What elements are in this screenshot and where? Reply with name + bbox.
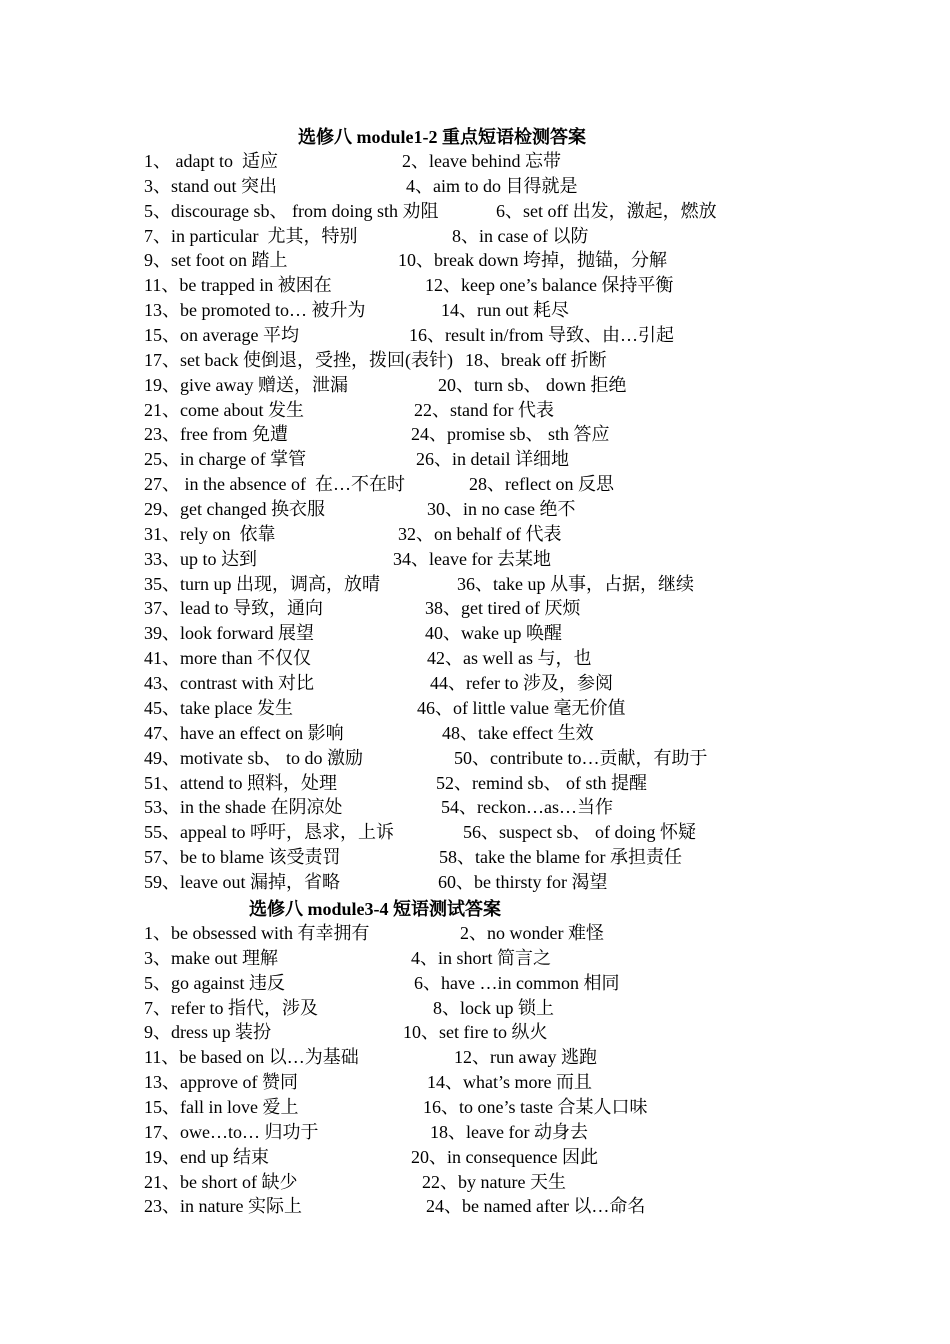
phrase-item-right: 20、turn sb、 down 拒绝 [438,374,627,395]
phrase-item-left: 33、up to 达到 [144,548,258,569]
phrase-item-right: 52、remind sb、 of sth 提醒 [436,772,647,793]
section2-title: 选修八 module3-4 短语测试答案 [249,899,501,919]
phrase-item-left: 25、in charge of 掌管 [144,449,307,470]
phrase-row [144,273,784,298]
phrase-row [144,398,784,423]
phrase-item-right: 46、of little value 毫无价值 [417,697,626,718]
phrase-item-right: 56、suspect sb、 of doing 怀疑 [463,822,696,843]
phrase-item-right: 60、be thirsty for 渴望 [438,871,608,892]
phrase-item-left: 19、end up 结束 [144,1146,269,1167]
phrase-item-right: 10、break down 垮掉，抛锚，分解 [398,250,667,271]
phrase-row [144,1095,784,1120]
phrase-item-left: 37、lead to 导致，通向 [144,598,323,619]
phrase-item-right: 42、as well as 与，也 [427,648,592,669]
phrase-item-left: 1、be obsessed with 有幸拥有 [144,923,370,943]
phrase-row [144,845,784,870]
phrase-item-left: 35、turn up 出现，调高，放晴 [144,573,380,594]
phrase-item-right: 24、be named after 以…命名 [426,1196,646,1217]
phrase-row [144,596,784,621]
phrase-item-right: 58、take the blame for 承担责任 [439,847,682,868]
phrase-item-left: 9、dress up 装扮 [144,1022,271,1043]
phrase-row [144,547,784,572]
phrase-item-left: 13、approve of 赞同 [144,1072,298,1093]
phrase-item-left: 47、have an effect on 影响 [144,722,344,743]
phrase-row [144,199,784,224]
phrase-item-left: 59、leave out 漏掉，省略 [144,871,340,892]
phrase-item-right: 4、aim to do 目得就是 [406,175,578,196]
phrase-item-right: 14、what’s more 而且 [427,1072,592,1093]
phrase-item-right: 22、stand for 代表 [414,399,554,420]
phrase-item-left: 17、set back 使倒退，受挫，拨回(表针) [144,349,453,370]
phrase-item-right: 4、in short 简言之 [411,947,552,968]
phrase-row [144,1170,784,1195]
phrase-item-left: 3、stand out 突出 [144,175,277,196]
phrase-row [144,522,784,547]
phrase-item-left: 13、be promoted to… 被升为 [144,300,366,321]
phrase-row [144,348,784,373]
phrase-row [144,572,784,597]
phrase-item-right: 44、refer to 涉及，参阅 [430,673,613,694]
phrase-item-left: 57、be to blame 该受责罚 [144,847,341,868]
phrase-item-left: 1、 adapt to 适应 [144,151,278,171]
phrase-item-right: 12、keep one’s balance 保持平衡 [425,275,674,296]
phrase-item-left: 21、come about 发生 [144,399,304,420]
phrase-item-right: 32、on behalf of 代表 [398,523,562,544]
phrase-item-right: 36、take up 从事，占据，继续 [457,573,694,594]
phrase-row [144,746,784,771]
phrase-item-right: 28、reflect on 反思 [469,474,614,495]
phrase-item-right: 30、in no case 绝不 [427,499,576,520]
phrase-row [144,1070,784,1095]
phrase-item-right: 8、in case of 以防 [452,225,589,246]
phrase-row [144,820,784,845]
phrase-row [144,996,784,1021]
phrase-item-right: 8、lock up 锁上 [433,997,554,1018]
phrase-item-right: 34、leave for 去某地 [393,548,551,569]
phrase-row [144,671,784,696]
phrase-item-right: 26、in detail 详细地 [416,449,569,470]
phrase-row [144,472,784,497]
phrase-row [144,497,784,522]
phrase-row [144,870,784,895]
phrase-item-right: 48、take effect 生效 [442,722,594,743]
phrase-item-left: 5、discourage sb、 from doing sth 劝阻 [144,200,439,221]
phrase-item-left: 7、refer to 指代，涉及 [144,997,318,1018]
phrase-item-right: 10、set fire to 纵火 [403,1022,548,1043]
phrase-item-right: 16、to one’s taste 合某人口味 [423,1097,648,1118]
phrase-row [144,646,784,671]
phrase-item-left: 45、take place 发生 [144,697,293,718]
phrase-item-right: 24、promise sb、 sth 答应 [411,424,610,445]
phrase-row [144,721,784,746]
phrase-item-left: 17、owe…to… 归功于 [144,1121,319,1142]
phrase-item-left: 29、get changed 换衣服 [144,499,325,520]
phrase-item-right: 50、contribute to…贡献，有助于 [454,747,708,768]
phrase-row [144,946,784,971]
phrase-item-left: 5、go against 违反 [144,972,285,993]
phrase-item-right: 6、have …in common 相同 [414,972,620,993]
phrase-row [144,1194,784,1219]
phrase-item-left: 19、give away 赠送，泄漏 [144,374,348,395]
phrase-item-left: 43、contrast with 对比 [144,673,314,694]
phrase-item-left: 11、be trapped in 被困在 [144,275,332,296]
phrase-item-right: 12、run away 逃跑 [454,1047,597,1068]
phrase-item-right: 18、break off 折断 [465,349,607,370]
phrase-item-left: 55、appeal to 呼吁，恳求，上诉 [144,822,394,843]
phrase-item-left: 15、fall in love 爱上 [144,1097,299,1118]
phrase-item-left: 11、be based on 以…为基础 [144,1047,359,1068]
phrase-row [144,248,784,273]
phrase-row [144,447,784,472]
phrase-row [144,971,784,996]
section1-title: 选修八 module1-2 重点短语检测答案 [298,127,586,147]
phrase-row [144,621,784,646]
phrase-row [144,771,784,796]
phrase-row [144,174,784,199]
phrase-row [144,224,784,249]
phrase-item-right: 20、in consequence 因此 [411,1146,598,1167]
phrase-item-left: 23、free from 免遭 [144,424,288,445]
phrase-row [144,298,784,323]
phrase-item-left: 7、in particular 尤其，特别 [144,225,358,246]
phrase-item-left: 23、in nature 实际上 [144,1196,302,1217]
phrase-row [144,1045,784,1070]
phrase-item-left: 49、motivate sb、 to do 激励 [144,747,363,768]
phrase-row [144,795,784,820]
phrase-item-right: 40、wake up 唤醒 [425,623,562,644]
phrase-item-left: 39、look forward 展望 [144,623,314,644]
phrase-item-left: 53、in the shade 在阴凉处 [144,797,343,818]
phrase-row [144,373,784,398]
phrase-item-left: 3、make out 理解 [144,947,278,968]
phrase-item-right: 2、no wonder 难怪 [460,923,604,943]
phrase-item-right: 38、get tired of 厌烦 [425,598,581,619]
phrase-item-right: 16、result in/from 导致、由…引起 [409,325,674,346]
phrase-item-right: 22、by nature 天生 [422,1171,566,1192]
phrase-item-right: 54、reckon…as…当作 [441,797,613,818]
phrase-row [144,1120,784,1145]
phrase-row [144,149,784,174]
phrase-item-right: 6、set off 出发，激起，燃放 [496,200,717,221]
phrase-row [144,422,784,447]
phrase-row [144,323,784,348]
phrase-item-left: 15、on average 平均 [144,325,299,346]
phrase-item-left: 31、rely on 依靠 [144,523,276,544]
phrase-row [144,696,784,721]
phrase-item-right: 18、leave for 动身去 [430,1121,588,1142]
phrase-row [144,921,784,946]
phrase-item-left: 51、attend to 照料，处理 [144,772,337,793]
phrase-item-right: 2、leave behind 忘带 [402,151,561,171]
phrase-item-left: 9、set foot on 踏上 [144,250,288,271]
phrase-item-left: 21、be short of 缺少 [144,1171,298,1192]
phrase-row [144,1020,784,1045]
phrase-item-left: 41、more than 不仅仅 [144,648,311,669]
phrase-item-left: 27、 in the absence of 在…不在时 [144,474,405,495]
phrase-item-right: 14、run out 耗尽 [441,300,569,321]
phrase-row [144,1145,784,1170]
